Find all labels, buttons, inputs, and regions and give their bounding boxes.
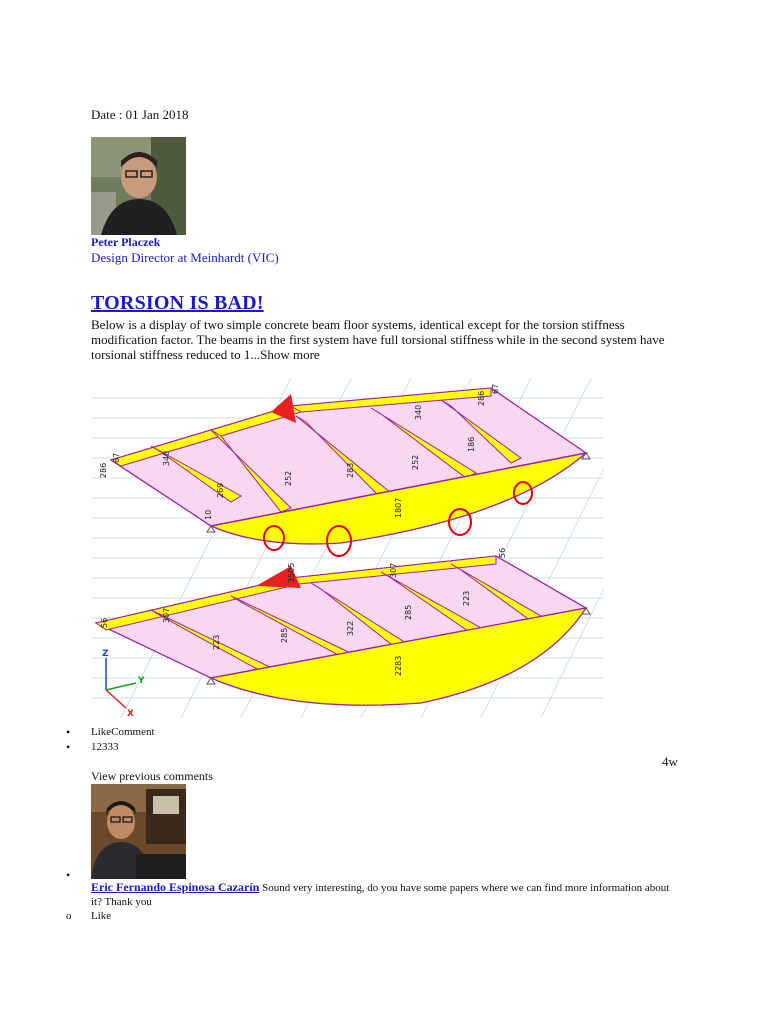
bottom-label-4: 285 [280,627,289,643]
bottom-label-9: 2283 [394,655,403,676]
post-date: Date : 01 Jan 2018 [91,107,189,122]
axis-y-label: Y [138,676,145,686]
top-label-13: 10 [204,509,213,520]
commenter-name-link[interactable]: Eric Fernando Espinosa Cazarín [91,880,260,894]
post-excerpt: Below is a display of two simple concrete beam floor systems, identical except for the torsion stiffness modification factor. The beams in the first system have full torsional stiffness while in the second system have torsional stiffness reduced to 1...Show more [91,317,665,362]
top-label-1: 286 [99,462,108,478]
top-label-6: 1807 [394,497,403,518]
bottom-label-6: 285 [404,604,413,620]
top-label-7: 252 [284,470,293,486]
bottom-label-3: 223 [212,634,221,650]
bottom-label-7: 307 [389,562,398,578]
bottom-label-5: 322 [346,620,355,636]
commenter-avatar[interactable] [91,784,186,879]
top-label-2: 67 [112,452,121,463]
comment-body [91,880,671,909]
bottom-label-1: 56 [100,617,109,628]
bullet-icon: • [66,740,71,754]
like-comment-action[interactable]: LikeComment [91,726,155,738]
beam-diagram [91,378,604,718]
beam-diagram-svg [91,378,604,718]
reaction-count: 12333 [91,741,119,753]
commenter-photo [91,784,186,879]
author-name-link[interactable]: Peter Placzek [91,235,161,249]
bottom-label-11: 3505 [287,562,296,583]
top-label-12: 67 [491,383,500,394]
top-label-8: 283 [346,462,355,478]
bottom-label-2: 307 [162,607,171,623]
bottom-label-8: 223 [462,590,471,606]
author-avatar[interactable] [91,137,186,235]
post-title-link[interactable]: TORSION IS BAD! [91,292,264,314]
bottom-label-10: 56 [498,547,507,558]
top-label-9: 252 [411,454,420,470]
view-previous-comments-link[interactable]: View previous comments [91,769,213,783]
top-label-10: 340 [414,404,423,420]
top-label-11: 286 [477,390,486,406]
top-label-3: 340 [162,450,171,466]
author-photo [91,137,186,235]
timestamp: 4w [662,754,678,769]
top-label-4: 186 [467,436,476,452]
axis-x-label: X [127,709,134,718]
bullet-icon: • [66,725,71,739]
comment-text: Sound very interesting, do you have some papers where we can find more information about it? Thank you [91,882,670,908]
top-label-5: 269 [216,482,225,498]
axis-z-label: Z [102,649,109,659]
comment-like-action[interactable]: Like [91,910,112,922]
circle-bullet-icon: o [66,910,72,922]
author-title: Design Director at Meinhardt (VIC) [91,250,279,265]
bullet-icon: • [66,868,71,882]
